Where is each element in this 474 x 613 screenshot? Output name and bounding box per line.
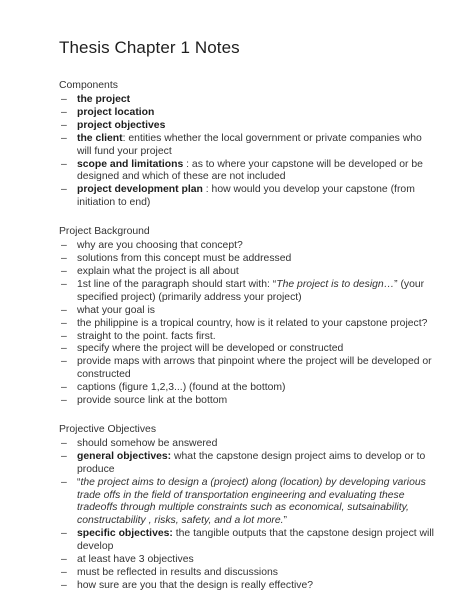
bullet-dash: – [61, 450, 67, 462]
item-text: the philippine is a tropical country, how is it related to your capstone project? [77, 317, 428, 329]
section-project-background [59, 225, 434, 408]
bullet-dash: – [61, 528, 67, 540]
bullet-dash: – [61, 382, 67, 394]
item-text: why are you choosing that concept? [77, 240, 243, 252]
list-item [59, 438, 434, 451]
list-item [59, 343, 434, 356]
bold-term: project development plan [77, 184, 203, 196]
section-projective-objectives [59, 423, 434, 593]
list-item [59, 240, 434, 253]
bullet-dash: – [61, 437, 67, 449]
bold-term: project objectives [77, 119, 166, 131]
list-item [59, 107, 434, 120]
section-heading: Project Background [59, 226, 150, 238]
bullet-dash: – [61, 395, 67, 407]
list-item [59, 395, 434, 408]
bold-term: the project [77, 94, 131, 105]
list-item [59, 528, 434, 554]
bullet-dash: – [61, 554, 67, 566]
list-item [59, 305, 434, 318]
bullet-dash: – [61, 253, 67, 265]
bullet-dash: – [61, 304, 67, 316]
bold-term: project location [77, 106, 155, 118]
bullet-dash: – [61, 240, 67, 252]
list-item [59, 451, 434, 477]
item-text: : how would you develop your capstone (from initiation to end) [77, 184, 415, 209]
bold-term: general objectives: [77, 450, 172, 462]
bold-term: specific objectives: [77, 528, 173, 540]
bullet-dash: – [61, 579, 67, 591]
list-item [59, 554, 434, 567]
italic-quote: the project aims to design a (project) along (location) by developing various trade offs in the field of transportation engineering and evaluating these tradeoffs through multiple constraints such as economical, sutsainability, constructability , risks, safety, and a lot more. [77, 476, 426, 527]
item-text: 1st line of the paragraph should start with: “ [77, 278, 277, 290]
bold-term: scope and limitations [77, 158, 184, 170]
bullet-dash: – [61, 278, 67, 290]
bullet-dash: – [61, 184, 67, 196]
item-text: what the capstone design project aims to develop or to produce [77, 450, 426, 475]
list-item [59, 331, 434, 344]
bullet-dash: – [61, 94, 67, 105]
list-item [59, 120, 434, 133]
bullet-dash: – [61, 317, 67, 329]
item-text: must be reflected in results and discussions [77, 567, 278, 578]
list-item [59, 253, 434, 266]
item-text: ” (your specified project) (primarily address your project) [77, 278, 425, 303]
section-heading: Components [59, 80, 118, 91]
bullet-dash: – [61, 265, 67, 277]
bullet-list [59, 240, 434, 408]
item-text: ” [283, 515, 288, 527]
bullet-dash: – [61, 476, 67, 488]
list-item [59, 159, 434, 185]
item-text: provide source link at the bottom [77, 395, 228, 407]
section-components [59, 79, 434, 210]
item-text: straight to the point. facts first. [77, 330, 216, 342]
bullet-dash: – [61, 106, 67, 118]
bullet-list [59, 94, 434, 210]
italic-quote: The project is to design… [276, 278, 395, 290]
bullet-dash: – [61, 158, 67, 170]
list-item [59, 133, 434, 159]
section-heading: Projective Objectives [59, 423, 157, 435]
list-item [59, 279, 434, 305]
bullet-dash: – [61, 330, 67, 342]
item-text: what your goal is [77, 304, 155, 316]
item-text: specify where the project will be developed or constructed [77, 343, 344, 355]
item-text: captions (figure 1,2,3...) (found at the bottom) [77, 382, 286, 394]
list-item [59, 580, 434, 593]
list-item [59, 266, 434, 279]
bullet-list [59, 438, 434, 593]
list-item [59, 94, 434, 107]
page-title: Thesis Chapter 1 Notes [59, 38, 240, 57]
item-text: the tangible outputs that the capstone design project will develop [77, 528, 434, 553]
bold-term: the client [77, 132, 123, 144]
bullet-dash: – [61, 132, 67, 144]
list-item [59, 184, 434, 210]
list-item [59, 356, 434, 382]
list-item [59, 477, 434, 529]
item-text: : entities whether the local government or private companies who will fund your project [77, 132, 422, 157]
item-text: should somehow be answered [77, 437, 218, 449]
item-text: solutions from this concept must be addressed [77, 253, 292, 265]
bullet-dash: – [61, 343, 67, 355]
bullet-dash: – [61, 119, 67, 131]
item-text: “ [77, 476, 81, 488]
bullet-dash: – [61, 356, 67, 368]
bullet-dash: – [61, 567, 67, 578]
item-text: provide maps with arrows that pinpoint where the project will be developed or constructed [77, 356, 432, 381]
item-text: : as to where your capstone will be developed or be designed and which of these are not included [77, 158, 423, 183]
item-text: how sure are you that the design is really effective? [77, 579, 314, 591]
list-item [59, 567, 434, 580]
list-item [59, 382, 434, 395]
list-item [59, 318, 434, 331]
item-text: explain what the project is all about [77, 265, 239, 277]
item-text: at least have 3 objectives [77, 554, 194, 566]
